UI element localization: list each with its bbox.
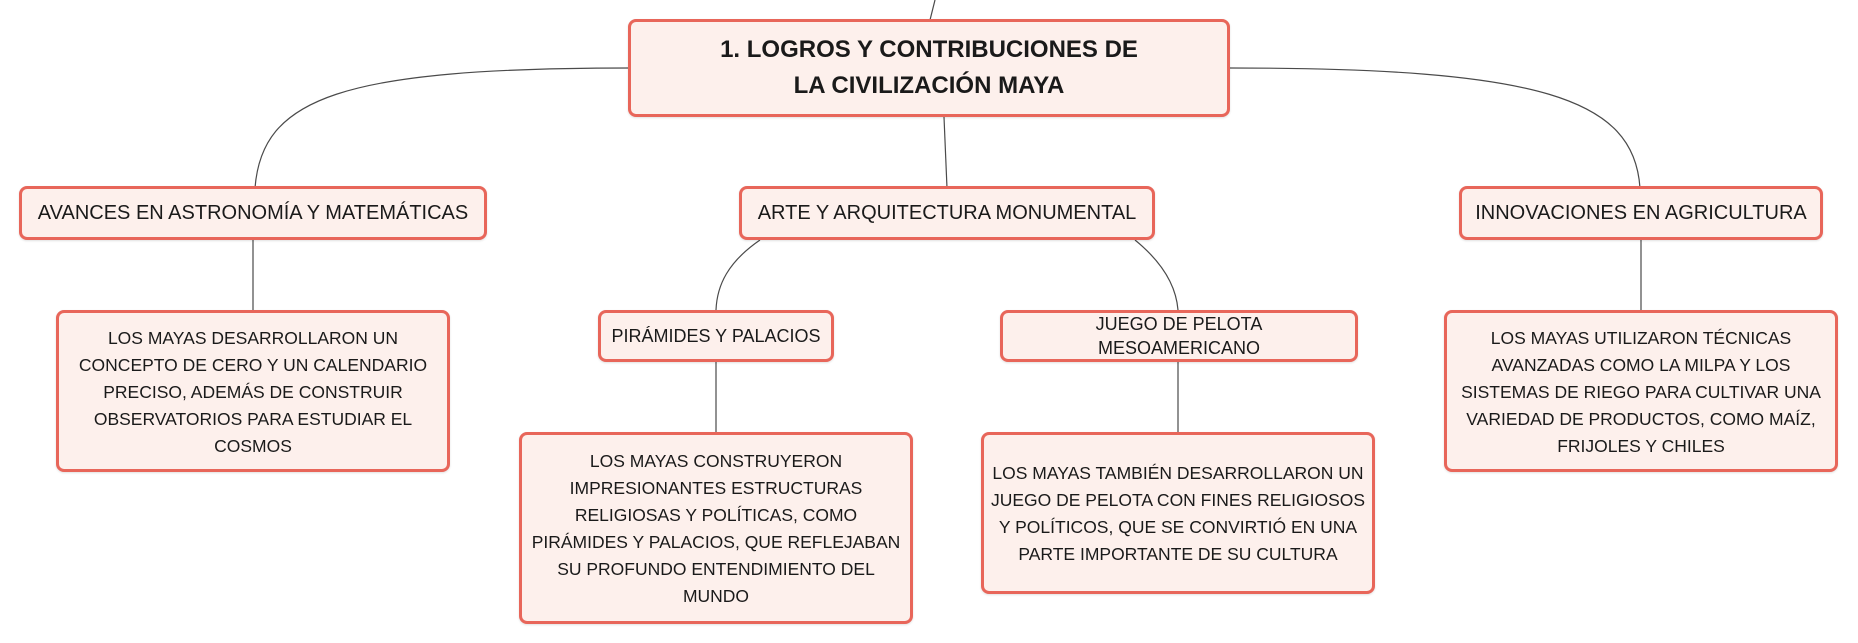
topic-art-label: ARTE Y ARQUITECTURA MONUMENTAL	[757, 202, 1137, 224]
subtopic-pyramids-label: PIRÁMIDES Y PALACIOS	[611, 326, 821, 346]
pyramids-detail-node[interactable]	[519, 432, 913, 624]
agriculture-detail-text: LOS MAYAS UTILIZARON TÉCNICAS AVANZADAS COMO LA MILPA Y LOS SISTEMAS DE RIEGO PARA CULTIVAR UNA VARIEDAD DE PRODUCTOS, COMO MAÍZ, FRIJOLES Y CHILES	[1461, 327, 1821, 456]
agriculture-detail-node[interactable]	[1444, 310, 1838, 472]
connector-central-to-art	[944, 117, 947, 188]
topic-agriculture-label: INNOVACIONES EN AGRICULTURA	[1475, 202, 1807, 224]
topic-agriculture-node[interactable]	[1459, 186, 1823, 240]
subtopic-ballgame-node[interactable]	[1000, 310, 1358, 362]
ballgame-detail-text: LOS MAYAS TAMBIÉN DESARROLLARON UN JUEGO DE PELOTA CON FINES RELIGIOSOS Y POLÍTICOS, QUE SE CONVIRTIÓ EN UNA PARTE IMPORTANTE DE SU CULTURA	[990, 463, 1366, 564]
central-topic-title: 1. LOGROS Y CONTRIBUCIONES DE LA CIVILIZACIÓN MAYA	[720, 36, 1138, 99]
subtopic-pyramids-node[interactable]	[598, 310, 834, 362]
connector-art-to-ballgame	[1135, 240, 1178, 310]
topic-astronomy-label: AVANCES EN ASTRONOMÍA Y MATEMÁTICAS	[37, 202, 469, 224]
connector-central-to-astronomy	[255, 68, 630, 188]
topic-art-node[interactable]	[739, 186, 1155, 240]
ballgame-detail-node[interactable]	[981, 432, 1375, 594]
connector-central-to-agriculture	[1230, 68, 1640, 188]
pyramids-detail-text: LOS MAYAS CONSTRUYERON IMPRESIONANTES ESTRUCTURAS RELIGIOSAS Y POLÍTICAS, COMO PIRÁMIDES Y PALACIOS, QUE REFLEJABAN SU PROFUNDO ENTENDIMIENTO DEL MUNDO	[531, 451, 901, 606]
topic-astronomy-node[interactable]	[19, 186, 487, 240]
astronomy-detail-text: LOS MAYAS DESARROLLARON UN CONCEPTO DE CERO Y UN CALENDARIO PRECISO, ADEMÁS DE CONSTRUIR OBSERVATORIOS PARA ESTUDIAR EL COSMOS	[78, 327, 428, 456]
central-topic-node[interactable]	[628, 19, 1230, 117]
subtopic-ballgame-label: JUEGO DE PELOTA MESOAMERICANO	[1095, 314, 1263, 358]
connector-parent-to-central	[930, 0, 935, 20]
connector-art-to-pyramids	[716, 240, 760, 310]
astronomy-detail-node[interactable]	[56, 310, 450, 472]
